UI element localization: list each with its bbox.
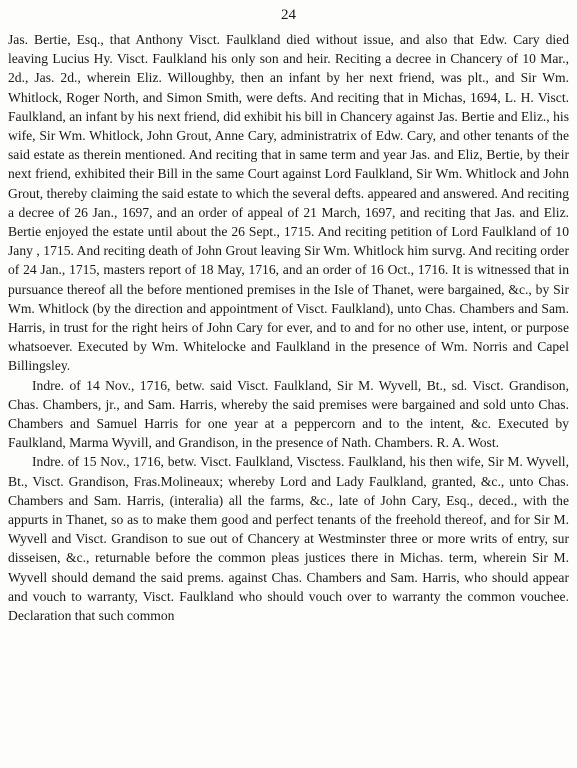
- paragraph-indenture-15-nov: Indre. of 15 Nov., 1716, betw. Visct. Faulkland, Visctess. Faulkland, his then wife, Sir M. Wyvell, Bt., Visct. Grandison, Fras.Molineaux; whereby Lord and Lady Faulkland, granted, &c., unto Chas. Chambers and Sam. Harris, (interalia) all the farms, &c., late of John Cary, Esq., deced., with the appurts in Thanet, so as to make them good and perfect tenants of the freehold thereof, and for Sir M. Wyvell and Visct. Grandison to sue out of Chancery at Westminster three or more writs of entry, sur disseisen, &c., returnable before the common pleas justices there in Michas. term, wherein Sir M. Wyvell should demand the said prems. against Chas. Chambers and Sam. Harris, who should appear and vouch to warranty, Visct. Faulkland who should vouch over to warranty the common vouchee. Declaration that such common: [8, 454, 569, 624]
- paragraph-continuation: Jas. Bertie, Esq., that Anthony Visct. Faulkland died without issue, and also that Edw. Cary died leaving Lucius Hy. Visct. Faulkland his only son and heir. Reciting a decree in Chancery of 10 Mar., 2d., Jas. 2d., wherein Eliz. Willoughby, then an infant by her next friend, was plt., and Sir Wm. Whitlock, Roger North, and Simon Smith, were defts. And reciting that in Michas, 1694, L. H. Visct. Faulkland, an infant by his next friend, did exhibit his bill in Chancery against Jas. Bertie and Eliz., his wife, Sir Wm. Whitlock, John Grout, Anne Cary, administratrix of Edw. Cary, and other tenants of the said estate as therein mentioned. And reciting that in same term and year Jas. and Eliz, Bertie, by their next friend, exhibited their Bill in the same Court against Lord Faulkland, Sir Wm. Whitlock and John Grout, thereby claiming the said estate to which the several defts. appeared and answered. And reciting a decree of 26 Jan., 1697, and an order of appeal of 21 March, 1697, and reciting that Jas. and Eliz. Bertie enjoyed the estate until about the 26 Sept., 1715. And reciting petition of Lord Faulkland of 10 Jany , 1715. And reciting death of John Grout leaving Sir Wm. Whitlock him survg. And reciting order of 24 Jan., 1715, masters report of 18 May, 1716, and an order of 16 Oct., 1716. It is witnessed that in pursuance thereof all the before mentioned premises in the Isle of Thanet, were bargained, &c., by Sir Wm. Whitlock (by the direction and appointment of Visct. Faulkland), unto Chas. Chambers and Sam. Harris, in trust for the right heirs of John Cary for ever, and to and for no other use, intent, or purpose whatsoever. Executed by Wm. Whitelocke and Faulkland in the presence of Wm. Norris and Capel Billingsley.: [8, 32, 569, 374]
- body-text: [8, 30, 569, 625]
- paragraph-indenture-14-nov: Indre. of 14 Nov., 1716, betw. said Visct. Faulkland, Sir M. Wyvell, Bt., sd. Visct. Grandison, Chas. Chambers, jr., and Sam. Harris, whereby the said premises were bargained and sold unto Chas. Chambers and Samuel Harris for one year at a peppercorn and to the intent, &c. Executed by Faulkland, Marma Wyvill, and Grandison, in the presence of Nath. Chambers. R. A. Wost.: [8, 377, 569, 451]
- page-number: 24: [281, 7, 296, 23]
